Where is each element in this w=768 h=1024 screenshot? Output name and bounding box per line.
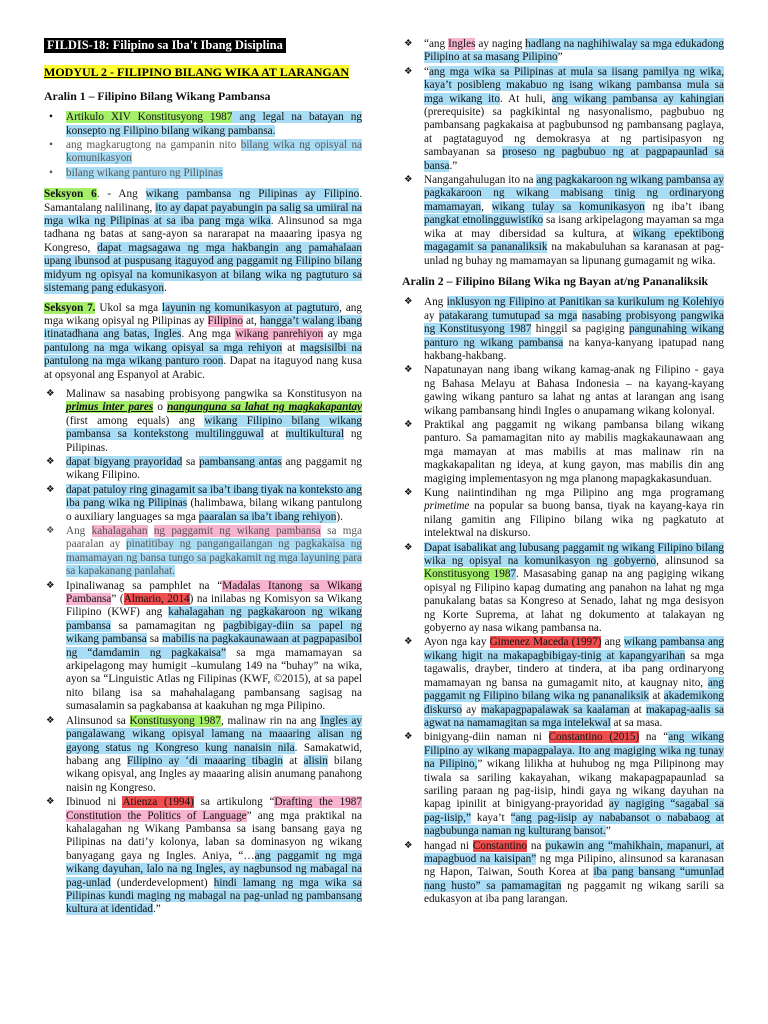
item-text: ang [601, 636, 624, 649]
bullet-text: ang magkarugtong na gampanin nito [66, 139, 241, 152]
highlight-text: layunin ng komunikasyon at pagtuturo [162, 301, 340, 314]
item-text: sa isang arkipelagong mayaman sa mga wika at may dibersidad sa kultura, at [424, 214, 724, 240]
diamond-bullet-icon: ❖ [404, 840, 413, 851]
highlight-text: wikang pambansa ang wikang higit na makapagbibigay-tinig at kapangyarihan [424, 636, 724, 662]
item-text: . At huli, [500, 92, 552, 105]
paragraph-text: . Samantalang nalilinang, [44, 188, 362, 214]
paragraph-text: . Dapat na itaguyod nang kusa at opsyonal ang Espanyol at Arabic. [44, 355, 362, 381]
item-text: Napatunayan nang ibang wikang kamag-anak ng Filipino - gaya ng Bahasa Melayu at Bahasa Indonesia – na kayang-kayang gawing wikang panturo sa lahat ng antas at larangan ang isang wikang pambansang hindi Ingles o anupamang wikang kolonyal. [424, 364, 724, 417]
item-text: Ayon nga kay [424, 636, 490, 649]
diamond-bullet-icon: ❖ [46, 456, 55, 467]
item-text: ). [336, 510, 343, 523]
highlight-text: makapagpapalawak sa kaalaman [480, 703, 630, 716]
paragraph-text: . Alinsunod sa mga tadhana ng batas at sang-ayon sa nararapat na maaaring ipasya ng Kongreso, [44, 215, 362, 254]
item-text: Ibinuod ni [66, 796, 123, 809]
highlight-text: patakarang tumutupad sa mga [438, 309, 578, 322]
highlight-text: ang mga wika sa Pilipinas at mula sa iisang pamilya ng wika, kaya’t posibleng makabuo ng isang wikang pambansa mula sa mga wikang ito [424, 65, 724, 105]
highlight-text: 7 [510, 568, 517, 581]
highlight-text: Dapat isabalikat ang lubusang paggamit ng wikang Filipino bilang wika ng opisyal na komunikasyon ng gobyerno [424, 541, 724, 568]
item-text: hinggil sa pagiging [531, 323, 629, 336]
list-item [402, 636, 724, 730]
highlight-text: magsisilbi na pantulong na mga wikang panturo roon [44, 341, 362, 368]
item-text: sa mga mamamayan sa arkipelagong may humigit –kumulang 149 na “buhay” na wika, ayon sa “Linguistic Atlas ng Filipinas (KWF, ©2015), at sa papel nito bilang isa sa mahahalagang pambansang sagisag na sumasalamin sa pagkabansa at kaakuhan ng mga Pilipino. [66, 646, 362, 713]
item-text: hangad ni [424, 839, 473, 852]
highlight-text: ang wikang pambansa ay kahingian [551, 92, 725, 105]
highlight-text: kahalagahan ng pagkakaroon ng wikang pambansa [66, 606, 362, 632]
item-text: na makabuluhan sa karanasan at pag-unlad ng buhay ng mamamayan sa lipunang gumagamit ng wika. [424, 241, 724, 267]
item-text: ” ang mga praktikal na kahalagahan ng Wikang Pambansa sa isang bansang gaya ng Pilipinas na dati’y kolonya, laban sa dominasyon ng wikang banyagang gaya ng Ingles. Aniya, “… [66, 809, 362, 862]
item-text: ng mga Pilipino, alinsunod sa karanasan ng Hapon, Taiwan, South Korea at [424, 852, 724, 879]
highlight-text: pangkat etnolingguwistiko [424, 214, 544, 227]
section-7-paragraph [44, 302, 362, 382]
list-item [402, 731, 724, 838]
item-text: (halimbawa, bilang wikang pantulong o auxiliary languages sa mga [66, 497, 363, 523]
highlight-text: ang pagkakaroon ng wikang pambansa ay pagkakaroon ng wikang mabisang tinig ng ordinaryong mamamayan [424, 174, 724, 213]
lesson-2-title: Aralin 2 – Filipino Bilang Wika ng Bayan at/ng Pananaliksik [402, 273, 709, 288]
item-text: na [526, 839, 546, 852]
highlight-text: Drafting the 1987 Constitution the Politics of Language [66, 796, 362, 822]
item-text: na popular sa buong bansa, tiyak na kayang-kaya rin nilang gamitin ang Filipino bilang wika ng pagkatuto at intelektwal na diskurso. [424, 500, 724, 540]
list-item [402, 296, 724, 363]
list-item [402, 419, 724, 486]
item-text: Nangangahulugan ito na [424, 174, 537, 187]
item-text: ay [461, 703, 481, 716]
item-text: sa artikulong “ [193, 796, 275, 809]
list-item [402, 542, 724, 636]
item-text: Ang [424, 296, 447, 309]
highlight-text: paaralan sa iba’t ibang rehiyon [198, 510, 337, 523]
highlight-text: proseso ng pagbubuo ng at pagpapaunlad sa bansa [424, 146, 724, 172]
highlight-text: pinatitibay ng pangangailangan ng pagkakaisa ng mamamayan ng bansa tungo sa pagkakamit ng mga layuning para sa kapakanang panlahat. [66, 538, 362, 578]
paragraph-text: Ukol sa mga [95, 301, 162, 314]
bullet-item [44, 167, 362, 180]
item-text: at [649, 690, 664, 703]
item-text: .” [449, 159, 458, 172]
item-text: , [481, 200, 492, 213]
highlight-text: alisin [303, 754, 328, 767]
item-text: sa [146, 633, 163, 646]
highlight-text: wikang Filipino bilang wikang pambansa sa kontekstong multilingguwal [66, 414, 362, 441]
highlight-text: ito ay dapat payabungin pa salig sa umiiral na mga wika ng Pilipinas at sa iba pang mga wika [44, 201, 362, 228]
item-text: ” wikang lilikha at huhubog ng mga Pilipinong may tiwala sa sariling kakayahan, wikang makapagpapaunlad sa sariling paraan ng pag-iisip, hindi gaya ng wikang dayuhan na kapag ipinilit at binigyang-prayoridad [424, 758, 724, 811]
list-item [402, 840, 724, 907]
highlight-text: Gimenez Maceda (1997) [489, 636, 602, 649]
list-item [402, 38, 724, 65]
item-text: ng paggamit ng wikang sarili sa edukasyon at iba pang larangan. [424, 879, 724, 906]
highlight-text: makapag-aalis sa agwat na namamagitan sa mga intelekwal [424, 703, 725, 729]
diamond-bullet-icon: ❖ [404, 297, 413, 308]
bullet-item [44, 111, 362, 138]
list-item [402, 174, 724, 268]
highlight-text: pukawin ang “mahikhain, mapanuri, at mapagbuod na kaisipan” [424, 839, 724, 865]
highlight-text: ng paggamit ng wikang pambansa [153, 525, 321, 537]
item-text: ay [424, 309, 439, 322]
diamond-bullet-icon: ❖ [46, 484, 55, 495]
highlight-text: pambansang antas [199, 455, 282, 468]
list-item [44, 580, 362, 714]
highlight-text: Madalas Itanong sa Wikang Pambansa [66, 579, 362, 606]
highlight-text: wikang tulay sa komunikasyon [491, 200, 645, 213]
item-text: o [153, 401, 168, 414]
paragraph-text: . Ang mga [181, 328, 236, 341]
list-item [44, 388, 362, 455]
highlight-text: ang paggamit ng Filipino bilang wika ng pananaliksik [424, 676, 724, 703]
item-text: Praktikal ang paggamit ng wikang pambansa bilang wikang panturo. Sa pamamagitan nito ay mabilis magkakaunawaan ang mga mamayan at mas mabilis at mas malinaw rin na magkakapalitan ng ideya, at kung gayon, mas mabilis din ang magiging implementasyon ng mga planong mapagkakasunduan. [424, 418, 724, 485]
document-title: FILDIS-18: Filipino sa Iba't Ibang Disiplina [44, 38, 286, 53]
highlight-text: akademikong diskurso [424, 690, 724, 716]
paragraph-text: ay mga [323, 328, 362, 341]
section-6-paragraph [44, 188, 362, 295]
list-item [44, 484, 362, 524]
item-text: . Masasabing ganap na ang pagiging wikang opisyal ng Filipino kapag dumating ang panahon na lahat ng mga panukalang batas sa Kongreso at Senado, lahat ng mga desisyon ng Korte Suprema, at lahat ng dokumento at talakayan ng gobyerno ay nasa wikang pambansa na. [424, 568, 724, 635]
item-text: ang paggamit ng wikang Filipino. [66, 455, 362, 482]
item-text: Ipinaliwanag sa pamphlet na “ [66, 579, 223, 592]
item-text: , alinsunod sa [656, 555, 724, 568]
diamond-bullet-icon: ❖ [404, 732, 413, 743]
bullet-text: ang legal na batayan ng konsepto ng Filipino bilang wikang pambansa. [66, 111, 362, 137]
item-text: at [263, 428, 286, 441]
item-text: (prerequisite) sa pagkikintal ng nasyonalismo, pagbubuo ng pambansang pagkakaisa at pagbubunsod ng pambansang paglaya, at pagtataguyod ng demokrasya at ng partisipasyon ng sambayanan sa [424, 106, 724, 159]
item-text: sa mga paaralan ay [66, 525, 362, 551]
highlight-text: Constantino [472, 839, 527, 852]
item-text: bilang wikang opisyal, ang Ingles ay maaaring alisin anumang panahong naisin ng Kongreso. [66, 754, 362, 794]
left-diamond-list [44, 388, 362, 917]
item-text: Malinaw sa nasabing probisyong pangwika sa Konstitusyon na [66, 387, 362, 400]
paragraph-text: . - Ang [96, 188, 146, 201]
highlight-text: Constantino (2015) [548, 731, 640, 744]
item-text: sa [182, 455, 200, 468]
highlight-text: Ingles [448, 38, 476, 50]
highlight-text: hangga’t walang ibang itinatadhana ang batas, Ingles [44, 314, 362, 341]
highlight-text: Ingles ay pangalawang wikang opisyal lamang na maaaring alisan ng gayong status ng Kongreso kung nanaisin nila [66, 714, 362, 754]
diamond-bullet-icon: ❖ [46, 580, 55, 591]
diamond-bullet-icon: ❖ [404, 542, 413, 553]
highlight-text: pantulong na mga wikang opisyal sa mga rehiyon [44, 341, 283, 354]
module-title: MODYUL 2 - FILIPINO BILANG WIKA AT LARANGAN [44, 65, 350, 80]
item-text: (underdevelopment) [110, 876, 214, 889]
list-item [44, 715, 362, 795]
item-text: ay naging [475, 38, 526, 50]
highlight-text: nasabing probisyong pangwika ng Konstitusyong 1987 [424, 309, 725, 336]
highlight-text: Konstitusyong 1987 [129, 714, 221, 727]
item-text: sa mga tagawalis, drayber, tindero at tindera, at iba pang ordinaryong mamamayan ng bansa na gumagamit nito, at kaugnay nito, [424, 649, 724, 689]
highlight-text: hindi lamang ng mga wika sa Pilipinas kundi maging ng mabagal na pag-unlad ng pambansang kultura at identidad [66, 876, 362, 916]
lesson-1-title: Aralin 1 – Filipino Bilang Wikang Pambansa [44, 88, 271, 103]
list-item [402, 364, 724, 418]
item-text: ” [557, 51, 563, 64]
item-text: ) na inilabas ng Komisyon sa Wikang Filipino (KWF) ang [66, 593, 362, 619]
item-text: at [283, 754, 304, 767]
bullet-highlight: bilang wika ng opisyal na komunikasyon [66, 139, 363, 165]
highlight-text: iba pang bansang “umunlad nang husto” sa pamamagitan [424, 866, 724, 892]
item-text: ” ( [111, 593, 124, 606]
item-text: at [629, 703, 646, 716]
highlight-text: Filipino ay ‘di maaaring tibagin [126, 754, 283, 767]
paragraph-text: . [163, 282, 167, 295]
diamond-bullet-icon: ❖ [46, 388, 55, 399]
item-text: ng iba’t ibang [644, 200, 725, 213]
left-column [44, 38, 362, 924]
item-text: kaya’t [470, 811, 511, 824]
highlight-text: ang wikang Filipino ay wikang mapagpalaya. Ito ang magiging wika ng tunay na Pilipino, [424, 731, 724, 771]
bullet-item [44, 139, 362, 166]
list-item [44, 525, 362, 579]
highlight-text: nangunguna sa lahat ng magkakapantay [167, 401, 363, 414]
module-heading-wrap [44, 65, 362, 80]
right-diamond-list-top [402, 38, 724, 268]
item-text: . Samakatwid, habang ang [66, 741, 362, 767]
item-text: ng Pilipinas. [66, 428, 363, 454]
item-text: Kung naiintindihan ng mga Pilipino ang mga programang [424, 487, 724, 499]
bullet-highlight: Artikulo XIV Konstitusyong 1987 [66, 111, 233, 124]
highlight-text: dapat patuloy ring ginagamit sa iba’t ibang tiyak na konteksto ang iba pang wika ng Pilipinas [66, 483, 362, 510]
section-label: Seksyon 7. [44, 301, 96, 314]
right-diamond-list-bottom [402, 296, 724, 906]
highlight-text: mabilis na pagkakaunawaan at pagpapasibol ng “damdamin ng pagkakaisa” [66, 633, 363, 659]
italic-text: primetime [424, 500, 470, 513]
item-text: (first among equals) ang [66, 414, 205, 427]
item-text: “ang [424, 38, 449, 50]
diamond-bullet-icon: ❖ [404, 39, 413, 49]
item-text: Alinsunod sa [66, 714, 130, 727]
highlight-text: kahalagahan [91, 525, 148, 537]
diamond-bullet-icon: ❖ [404, 419, 413, 430]
highlight-text: dapat magsagawa ng mga hakbangin ang pamahalaan upang ibunsod at puspusang itaguyod ang paggamit ng Filipino bilang midyum ng opisyal na komunikasyon at bilang wika ng pagtuturo sa sistemang pang edukasyon [44, 241, 362, 295]
highlight-text: primus inter pares [66, 401, 154, 414]
item-text: at sa masa. [610, 716, 663, 729]
item-text: .” [153, 903, 161, 916]
highlight-text: ay nagiging “sagabal sa pag-iisip,” [424, 798, 724, 824]
paragraph-text: at [282, 341, 301, 354]
paragraph-text: at, [242, 314, 260, 327]
highlight-text: hadlang na naghihiwalay sa mga edukadong Pilipino at sa masang Pilipino [424, 38, 724, 64]
item-text: binigyang-diin naman ni [424, 731, 549, 744]
diamond-bullet-icon: ❖ [46, 715, 55, 726]
diamond-bullet-icon: ❖ [46, 797, 55, 808]
item-text: , malinaw rin na ang [220, 714, 321, 727]
highlight-text: ang paggamit ng mga wikang dayuhan, lalo na ng Ingles, ay nagbunsod ng mabagal na pag-unlad [66, 849, 363, 889]
right-column [402, 38, 724, 914]
highlight-text: pagbibigay-diin sa papel ng wikang pambansa [66, 619, 362, 646]
item-text: “ [424, 65, 429, 78]
highlight-text: wikang pambansa ng Pilipinas ay Filipino [145, 188, 360, 201]
diamond-bullet-icon: ❖ [404, 66, 413, 77]
highlight-text: inklusyon ng Filipino at Panitikan sa kurikulum ng Kolehiyo [446, 296, 724, 309]
highlight-text: multikultural [285, 428, 344, 441]
item-text: Ang [66, 525, 92, 537]
diamond-bullet-icon: ❖ [46, 526, 55, 536]
diamond-bullet-icon: ❖ [404, 637, 413, 648]
highlight-text: Filipino [207, 314, 243, 327]
section-label: Seksyon 6 [44, 188, 97, 201]
highlight-text: “ang pag-iisip ay nababansot o nababaog at nagbubunga naman ng kulturang bansot. [424, 811, 724, 838]
highlight-text: Atienza (1994) [122, 796, 194, 809]
list-item [402, 66, 724, 173]
diamond-bullet-icon: ❖ [404, 365, 413, 376]
item-text [148, 525, 154, 537]
paragraph-text: , ang mga wikang opisyal ng Pilipinas ay [44, 301, 362, 327]
highlight-text: Konstitusyong 198 [424, 568, 511, 581]
diamond-bullet-icon: ❖ [404, 175, 413, 186]
item-text: na “ [639, 731, 669, 744]
item-text: na kanya-kanyang ipatupad nang hakbang-hakbang. [424, 336, 724, 362]
constitution-bullets [44, 111, 362, 180]
highlight-text: wikang panrehiyon [235, 328, 324, 341]
list-item [44, 796, 362, 917]
item-text: ” [605, 825, 611, 838]
highlight-text: dapat bigyang prayoridad [66, 455, 183, 468]
highlight-text: Almario, 2014 [123, 593, 190, 606]
bullet-highlight: bilang wikang panturo ng Pilipinas [66, 166, 223, 179]
list-item [44, 456, 362, 483]
item-text: sa pamamagitan ng [110, 619, 223, 632]
highlight-text: pangunahing wikang panturo ng wikang pambansa [424, 323, 724, 349]
list-item [402, 487, 724, 541]
highlight-text: wikang epektibong magagamit sa pananaliksik [424, 227, 724, 254]
diamond-bullet-icon: ❖ [404, 488, 413, 498]
